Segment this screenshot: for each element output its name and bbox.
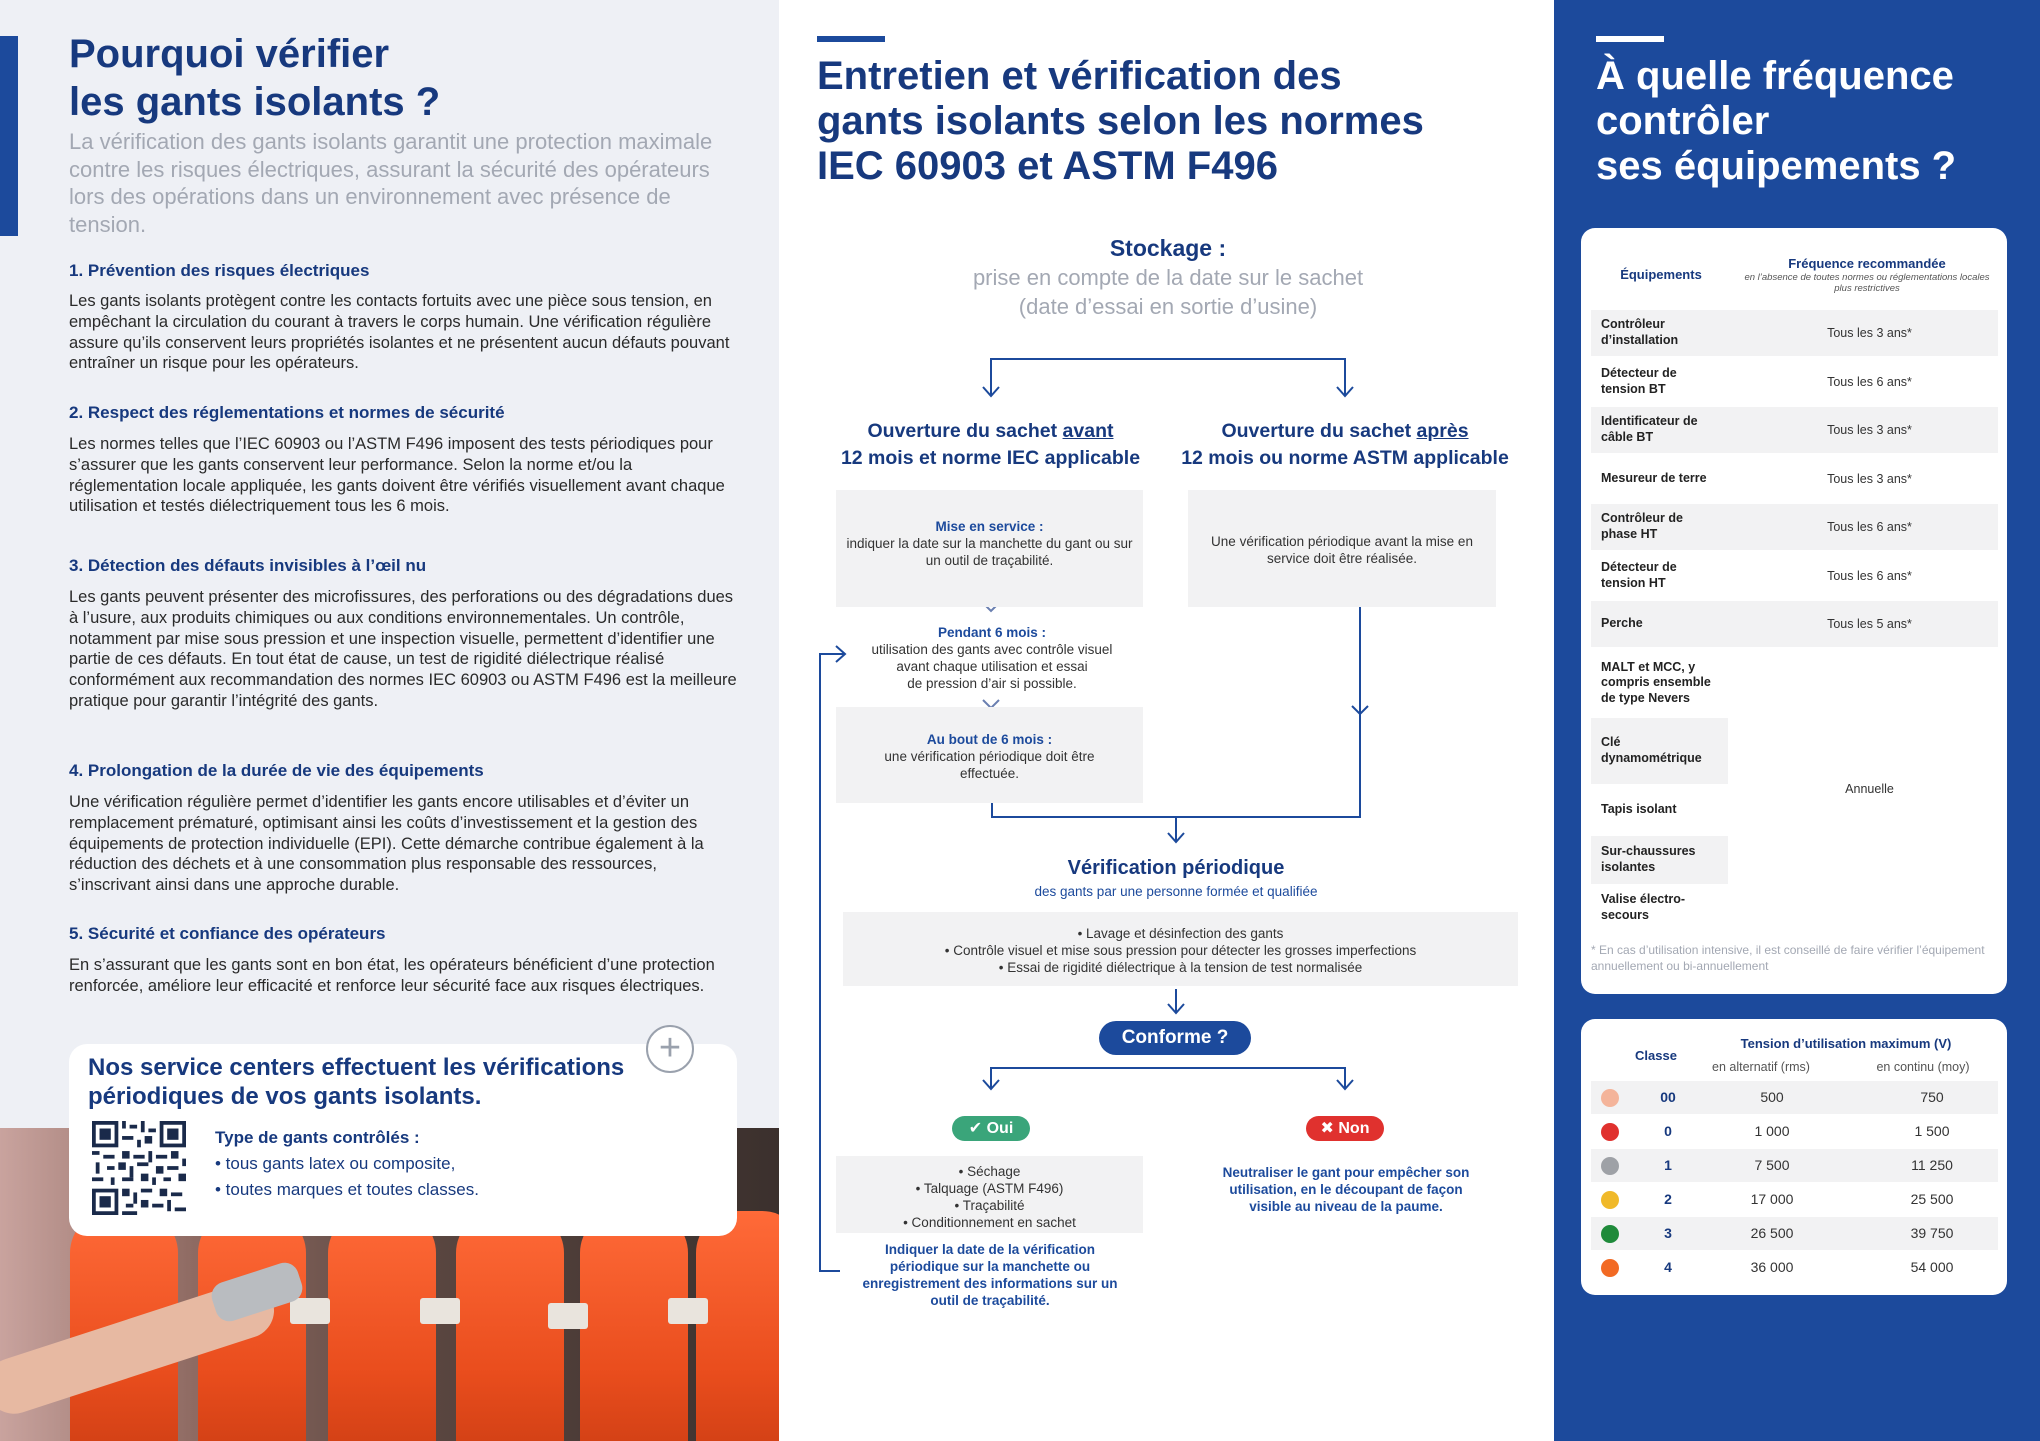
branch-left-heading: Ouverture du sachet avant 12 mois et norme IEC applicable: [840, 420, 1141, 470]
class-row: 2 17 000 25 500: [1591, 1183, 1998, 1216]
annual-row: Valise électro-secours: [1601, 892, 1686, 922]
verif-items: • Lavage et désinfection des gants • Contrôle visuel et mise sous pression pour détecter les grosses imperfections • Essai de rigidité diélectrique à la tension de test normalisée: [944, 926, 1417, 975]
service-item: • tous gants latex ou composite,: [215, 1154, 456, 1173]
non-note: Neutraliser le gant pour empêcher son utilisation, en le découpant de façon visible au niveau de la paume.: [1222, 1165, 1470, 1214]
freq-row: Détecteur de tension BT Tous les 6 ans*: [1601, 366, 1912, 396]
class-color-dot: [1601, 1157, 1619, 1175]
left-title: [69, 30, 709, 126]
section-4-heading: 4. Prolongation de la durée de vie des équipements: [69, 761, 484, 780]
class-color-dot: [1601, 1259, 1619, 1277]
mise-en-service-text: Mise en service : indiquer la date sur la manchette du gant ou sur un outil de traçabilité.: [846, 519, 1133, 568]
annual-row: MALT et MCC, y compris ensemble de type Nevers: [1601, 659, 1711, 705]
end-six-months-text: Au bout de 6 mois : une vérification périodique doit être effectuée.: [884, 732, 1095, 781]
branch-right-heading: Ouverture du sachet après 12 mois ou norme ASTM applicable: [1181, 420, 1509, 470]
class-color-dot: [1601, 1225, 1619, 1243]
oui-note: Indiquer la date de la vérification périodique sur la manchette ou enregistrement des informations sur un outil de traçabilité.: [862, 1242, 1118, 1308]
class-color-dot: [1601, 1123, 1619, 1141]
freq-row: Contrôleur de phase HT Tous les 6 ans*: [1591, 504, 1998, 550]
annual-row: Sur-chaussures isolantes: [1591, 836, 1728, 884]
section-2-body: Les normes telles que l’IEC 60903 ou l’ASTM F496 imposent des tests périodiques pour s’assurer que les gants conservent leur performance. Selon la norme et/ou la réglementation locale appliquée, les gants doivent être vérifiés visuellement avant chaque utilisation et testés diélectriquement tous les 6 mois.: [69, 435, 725, 516]
class-color-dot: [1601, 1089, 1619, 1107]
freq-row: Contrôleur d’installation Tous les 3 ans*: [1591, 310, 1998, 356]
middle-title-line1: Entretien et vérification des: [817, 54, 1342, 98]
section-3-heading: 3. Détection des défauts invisibles à l’œil nu: [69, 556, 427, 575]
annual-row: Clé dynamométrique: [1591, 718, 1728, 784]
freq-col-frequence-sub: en l’absence de toutes normes ou réglementations locales plus restrictives: [1744, 272, 1990, 295]
freq-row: Mesureur de terre Tous les 3 ans*: [1601, 471, 1912, 486]
middle-accent-bar: [817, 36, 885, 42]
class-col-voltage: Tension d’utilisation maximum (V): [1740, 1036, 1952, 1051]
section-1-body: Les gants isolants protègent contre les contacts fortuits avec une pièce sous tension, en empêchant la circulation du courant à travers le corps humain. Une vérification régulière assure qu’ils conservent leurs propriétés isolantes et ne présentent aucun défauts pouvant entraîner un risque pour les opérateurs.: [69, 292, 730, 373]
class-row: 0 1 000 1 500: [1591, 1115, 1998, 1148]
annual-label: Annuelle: [1845, 782, 1894, 796]
check-icon: ✔: [968, 1120, 983, 1137]
left-accent-bar: [0, 36, 18, 236]
left-title-line1: Pourquoi vérifier: [69, 32, 390, 76]
non-pill: ✖ Non: [1306, 1116, 1384, 1141]
class-col-dc: en continu (moy): [1876, 1060, 1970, 1074]
left-title-line2: les gants isolants ?: [69, 80, 441, 124]
conforme-pill: Conforme ?: [1099, 1021, 1251, 1055]
storage-line2: (date d’essai en sortie d’usine): [1018, 294, 1318, 319]
class-row: 4 36 000 54 000: [1591, 1251, 1998, 1284]
middle-title-line2: gants isolants selon les normes: [817, 98, 1424, 143]
qr-code: [92, 1121, 186, 1215]
right-title-line1: À quelle fréquence: [1596, 54, 1954, 98]
section-2-heading: 2. Respect des réglementations et normes de sécurité: [69, 403, 505, 422]
storage-title: Stockage :: [1109, 235, 1227, 261]
class-row: 00 500 750: [1591, 1081, 1998, 1114]
six-months-text: Pendant 6 mois : utilisation des gants avec contrôle visuel avant chaque utilisation et essai de pression d’air si possible.: [871, 625, 1113, 691]
verif-subtitle: des gants par une personne formée et qualifiée: [1034, 884, 1318, 899]
freq-footnote: * En cas d’utilisation intensive, il est conseillé de faire vérifier l’équipement annuellement ou bi-annuellement: [1591, 943, 1985, 973]
oui-pill: ✔ Oui: [952, 1116, 1030, 1141]
oui-items: • Séchage • Talquage (ASTM F496) • Traçabilité • Conditionnement en sachet: [903, 1164, 1076, 1230]
section-3-body: Les gants peuvent présenter des microfissures, des perforations ou des dégradations dues à l’usure, aux produits chimiques ou aux conditions environnementales. Un contrôle, notamment par mise sous pression et une inspection visuelle, permettent d’identifier une partie de ces défauts. En tout état de cause, un test de rigidité diélectrique réalisé conformément aux recommandation des normes IEC 60903 ou ASTM F496 est la meilleure pratique pour garantir l’intégrité des gants.: [69, 588, 737, 710]
freq-col-frequence: Fréquence recommandée: [1788, 256, 1946, 271]
middle-title-line3: IEC 60903 et ASTM F496: [817, 143, 1278, 188]
section-5-body: En s’assurant que les gants sont en bon état, les opérateurs bénéficient d’une protection renforcée, améliore leur efficacité et renforce leur sécurité face aux risques électriques.: [69, 956, 715, 995]
section-5-heading: 5. Sécurité et confiance des opérateurs: [69, 924, 386, 943]
freq-row: Identificateur de câble BT Tous les 3 ans*: [1591, 407, 1998, 453]
cross-icon: ✖: [1320, 1120, 1334, 1137]
middle-title: [817, 54, 1497, 188]
freq-row: Perche Tous les 5 ans*: [1591, 601, 1998, 647]
right-accent-bar: [1596, 36, 1664, 42]
section-1-heading: 1. Prévention des risques électriques: [69, 261, 370, 280]
verif-title: Vérification périodique: [1067, 857, 1285, 879]
class-row: 1 7 500 11 250: [1591, 1149, 1998, 1182]
right-title-line3: ses équipements ?: [1596, 143, 1957, 188]
left-intro: La vérification des gants isolants garantit une protection maximale contre les risques électriques, assurant la sécurité des opérateurs lors des opérations dans un environnement avec présence de tension.: [69, 129, 713, 237]
class-row: 3 26 500 39 750: [1591, 1217, 1998, 1250]
right-title: [1596, 54, 2016, 188]
class-col-classe: Classe: [1635, 1048, 1677, 1063]
freq-col-equipements: Équipements: [1620, 267, 1702, 282]
class-color-dot: [1601, 1191, 1619, 1209]
right-title-line2: contrôler: [1596, 98, 1770, 143]
freq-row: Détecteur de tension HT Tous les 6 ans*: [1601, 560, 1912, 590]
service-item: • toutes marques et toutes classes.: [215, 1180, 479, 1199]
class-col-ac: en alternatif (rms): [1712, 1060, 1810, 1074]
service-type-label: Type de gants contrôlés :: [215, 1128, 420, 1147]
verif-before-service-text: Une vérification périodique avant la mise en service doit être réalisée.: [1211, 534, 1473, 566]
service-title: Nos service centers effectuent les vérifications périodiques de vos gants isolants.: [88, 1054, 625, 1110]
storage-line1: prise en compte de la date sur le sachet: [972, 265, 1364, 290]
section-4-body: Une vérification régulière permet d’identifier les gants encore utilisables et d’éviter un remplacement prématuré, optimisant ainsi les coûts d’investissement et la gestion des équipements de protection individuelle (EPI). Cette démarche contribue également à la réduction des déchets et à une consommation plus responsable des ressources, s’inscrivant ainsi dans une approche durable.: [69, 793, 704, 895]
annual-row: Tapis isolant: [1601, 802, 1677, 817]
plus-circle-icon[interactable]: +: [646, 1025, 694, 1073]
